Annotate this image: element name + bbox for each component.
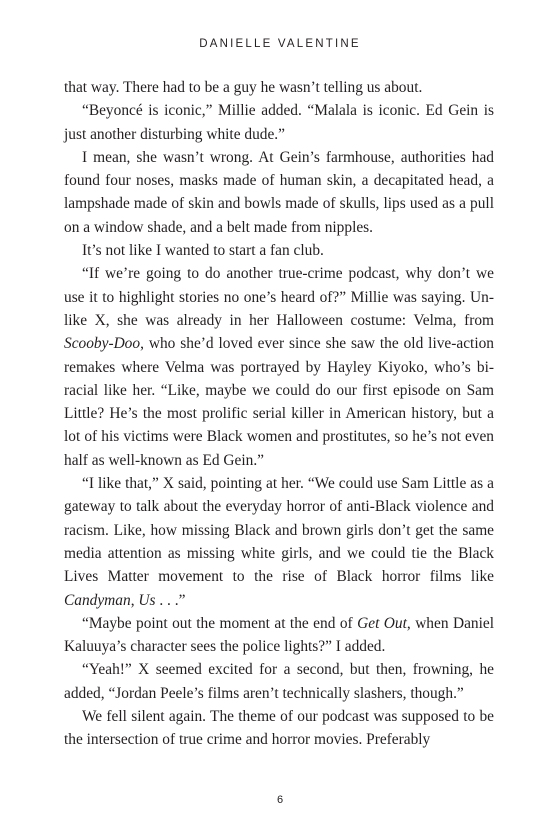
text-run: I mean, she wasn’t wrong. At Gein’s farmhouse, authorities had found four noses, masks made of human skin, a decapitated head, a lampshade made of skin and bowls made of skulls, lips used as a pull on a window shade, and a belt made from nipples.	[64, 148, 494, 236]
paragraph	[64, 239, 494, 262]
paragraph	[64, 262, 494, 472]
text-run: , who she’d loved ever since she saw the old live-action remakes where Velma was portrayed by Hayley Kiyoko, who’s biracial like her. “Like, maybe we could do our first episode on Sam Little? He’s the most prolific serial killer in American history, but a lot of his victims were Black women and prostitutes, so he’s not even half as well-known as Ed Gein.”	[64, 335, 494, 469]
page-number: 6	[276, 794, 284, 806]
title-italic: Scooby-Doo	[64, 335, 141, 353]
title-italic: Us	[138, 591, 156, 609]
paragraph	[64, 658, 494, 705]
text-run: We fell silent again. The theme of our podcast was supposed to be the intersection of true crime and horror movies. Preferably	[64, 708, 494, 749]
paragraph	[64, 472, 494, 612]
text-run: It’s not like I wanted to start a fan club.	[82, 242, 324, 260]
title-italic: Candyman	[64, 591, 131, 609]
paragraph	[64, 705, 494, 752]
text-run: that way. There had to be a guy he wasn’t telling us about.	[64, 79, 423, 96]
paragraph	[64, 99, 494, 146]
text-run: “Beyoncé is iconic,” Millie added. “Malala is iconic. Ed Gein is just another disturbing white dude.”	[64, 102, 494, 143]
body-text	[64, 76, 494, 752]
text-run: ,	[130, 591, 139, 609]
text-run: “If we’re going to do another true-crime podcast, why don’t we use it to highlight stories no one’s heard of?” Millie was saying. Unlike X, she was already in her Halloween costume: Velma, from	[64, 265, 494, 329]
text-run: “Maybe point out the moment at the end of	[82, 614, 358, 632]
text-run: . . .”	[155, 591, 186, 609]
running-head: DANIELLE VALENTINE	[199, 38, 361, 50]
paragraph	[64, 76, 494, 99]
title-italic: Get Out	[357, 614, 407, 632]
paragraph	[64, 612, 494, 659]
paragraph	[64, 146, 494, 239]
text-run: “I like that,” X said, pointing at her. “We could use Sam Little as a gateway to talk about the everyday horror of anti-Black violence and racism. Like, how missing Black and brown girls don’t get the same media attention as missing white girls, and we could tie the Black Lives Matter movement to the rise of Black horror films like	[64, 475, 494, 586]
text-run: “Yeah!” X seemed excited for a second, but then, frowning, he added, “Jordan Peele’s films aren’t technically slashers, though.”	[64, 661, 494, 702]
text-run: , when Daniel Kaluuya’s character sees the police lights?” I added.	[64, 614, 494, 656]
